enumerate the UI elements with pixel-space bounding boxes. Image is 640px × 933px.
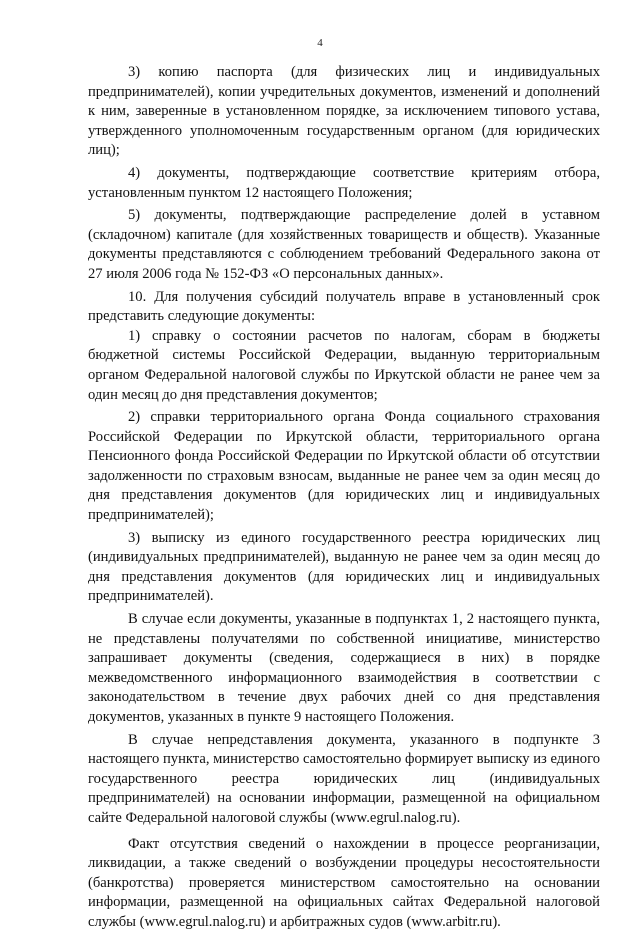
paragraph-registry-self-formation: В случае непредставления документа, указанного в подпункте 3 настоящего пункта, министерство самостоятельно формирует выписку из единого государственного реестра юридических лиц (индивидуальных предпринимателей) на основании информации, размещенной на официальном сайте Федеральной налоговой службы (www.egrul.nalog.ru). [88,731,600,826]
document-body [88,63,600,933]
paragraph-interagency-request: В случае если документы, указанные в подпунктах 1, 2 настоящего пункта, не представлены получателями по собственной инициативе, министерство запрашивает документы (сведения, содержащиеся в них) в порядке межведомственного информационного взаимодействия в соответствии с законодательством в течение двух рабочих дней со дня представления документов, указанных в пункте 9 настоящего Положения. [88,611,600,725]
paragraph-reorganization-check: Факт отсутствия сведений о нахождении в процессе реорганизации, ликвидации, а также сведений о возбуждении процедуры несостоятельности (банкротства) проверяется министерством самостоятельно на основании информации, размещенной на официальных сайтах Федеральной налоговой службы (www.egrul.nalog.ru) и арбитражных судов (www.arbitr.ru). [88,835,600,930]
paragraph-item-4-criteria: 4) документы, подтверждающие соответствие критериям отбора, установленным пунктом 12 настоящего Положения; [88,164,600,201]
paragraph-item-1-tax-certificate: 1) справку о состоянии расчетов по налогам, сборам в бюджеты бюджетной системы Российской Федерации, выданную территориальным органом Федеральной налоговой службы по Иркутской области не ранее чем за один месяц до дня представления документов; [88,327,600,403]
paragraph-item-3-passport: 3) копию паспорта (для физических лиц и индивидуальных предпринимателей), копии учредительных документов, изменений и дополнений к ним, заверенные в установленном порядке, за исключением типового устава, утвержденного уполномоченным государственным органом (для юридических лиц); [88,64,600,159]
paragraph-clause-10: 10. Для получения субсидий получатель вправе в установленный срок представить следующие документы: [88,288,600,325]
paragraph-item-3-registry-extract: 3) выписку из единого государственного реестра юридических лиц (индивидуальных предпринимателей), выданную не ранее чем за один месяц до дня представления документов (для юридических лиц и индивидуальных предпринимателей). [88,529,600,605]
paragraph-item-5-shares: 5) документы, подтверждающие распределение долей в уставном (складочном) капитале (для хозяйственных товариществ и обществ). Указанные документы представляются с соблюдением требований Федерального закона от 27 июля 2006 года № 152-ФЗ «О персональных данных». [88,207,600,282]
paragraph-item-2-fund-certificates: 2) справки территориального органа Фонда социального страхования Российской Федерации по Иркутской области, территориального органа Пенсионного фонда Российской Федерации по Иркутской области об отсутствии задолженности по страховым взносам, выданные не ранее чем за один месяц до дня представления документов (для юридических лиц и индивидуальных предпринимателей); [88,409,600,524]
page-number: 4 [317,37,323,49]
